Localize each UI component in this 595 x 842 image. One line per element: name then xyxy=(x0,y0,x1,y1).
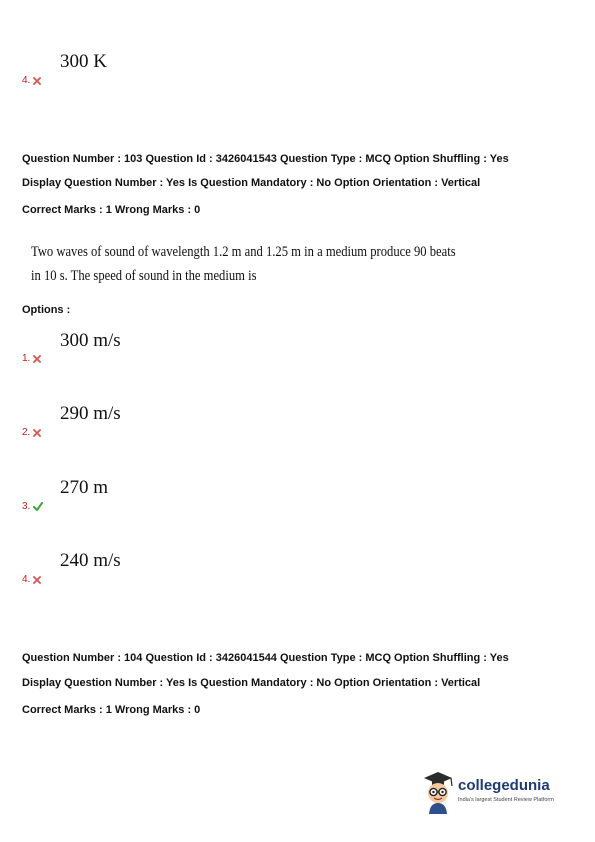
option-1-number xyxy=(22,353,41,364)
mascot-icon xyxy=(420,770,456,814)
option-3-value: 270 m xyxy=(60,477,109,498)
question-text-line-2: in 10 s. The speed of sound in the medium is xyxy=(31,268,257,284)
cross-icon xyxy=(33,77,41,85)
option-2-number xyxy=(22,427,41,438)
option-2-value: 290 m/s xyxy=(60,403,121,424)
option-number-label: 1. xyxy=(22,353,31,364)
prev-option-4-number xyxy=(22,75,41,86)
option-number-label: 2. xyxy=(22,427,31,438)
question-meta-line-2: Display Question Number : Yes Is Question Mandatory : No Option Orientation : Vertical xyxy=(22,677,481,689)
question-meta-line-1: Question Number : 103 Question Id : 3426041543 Question Type : MCQ Option Shuffling : Yes xyxy=(22,153,509,165)
checkmark-icon xyxy=(33,502,43,511)
question-marks: Correct Marks : 1 Wrong Marks : 0 xyxy=(22,204,201,216)
question-marks: Correct Marks : 1 Wrong Marks : 0 xyxy=(22,704,201,716)
logo-tagline: India's largest Student Review Platform xyxy=(458,797,554,803)
option-number-label: 4. xyxy=(22,574,31,585)
option-1-value: 300 m/s xyxy=(60,330,121,351)
options-label: Options : xyxy=(22,304,71,316)
option-4-number xyxy=(22,574,41,585)
cross-icon xyxy=(33,576,41,584)
option-number-label: 4. xyxy=(22,75,31,86)
question-meta-line-2: Display Question Number : Yes Is Question Mandatory : No Option Orientation : Vertical xyxy=(22,177,481,189)
option-4-value: 240 m/s xyxy=(60,550,121,571)
option-number-label: 3. xyxy=(22,501,31,512)
collegedunia-logo xyxy=(420,770,565,818)
option-3-number xyxy=(22,501,43,512)
logo-name: collegedunia xyxy=(458,777,550,794)
question-text-line-1: Two waves of sound of wavelength 1.2 m and 1.25 m in a medium produce 90 beats xyxy=(31,244,456,260)
prev-option-4-value: 300 K xyxy=(60,51,107,72)
cross-icon xyxy=(33,355,41,363)
cross-icon xyxy=(33,429,41,437)
question-meta-line-1: Question Number : 104 Question Id : 3426041544 Question Type : MCQ Option Shuffling : Yes xyxy=(22,652,509,664)
